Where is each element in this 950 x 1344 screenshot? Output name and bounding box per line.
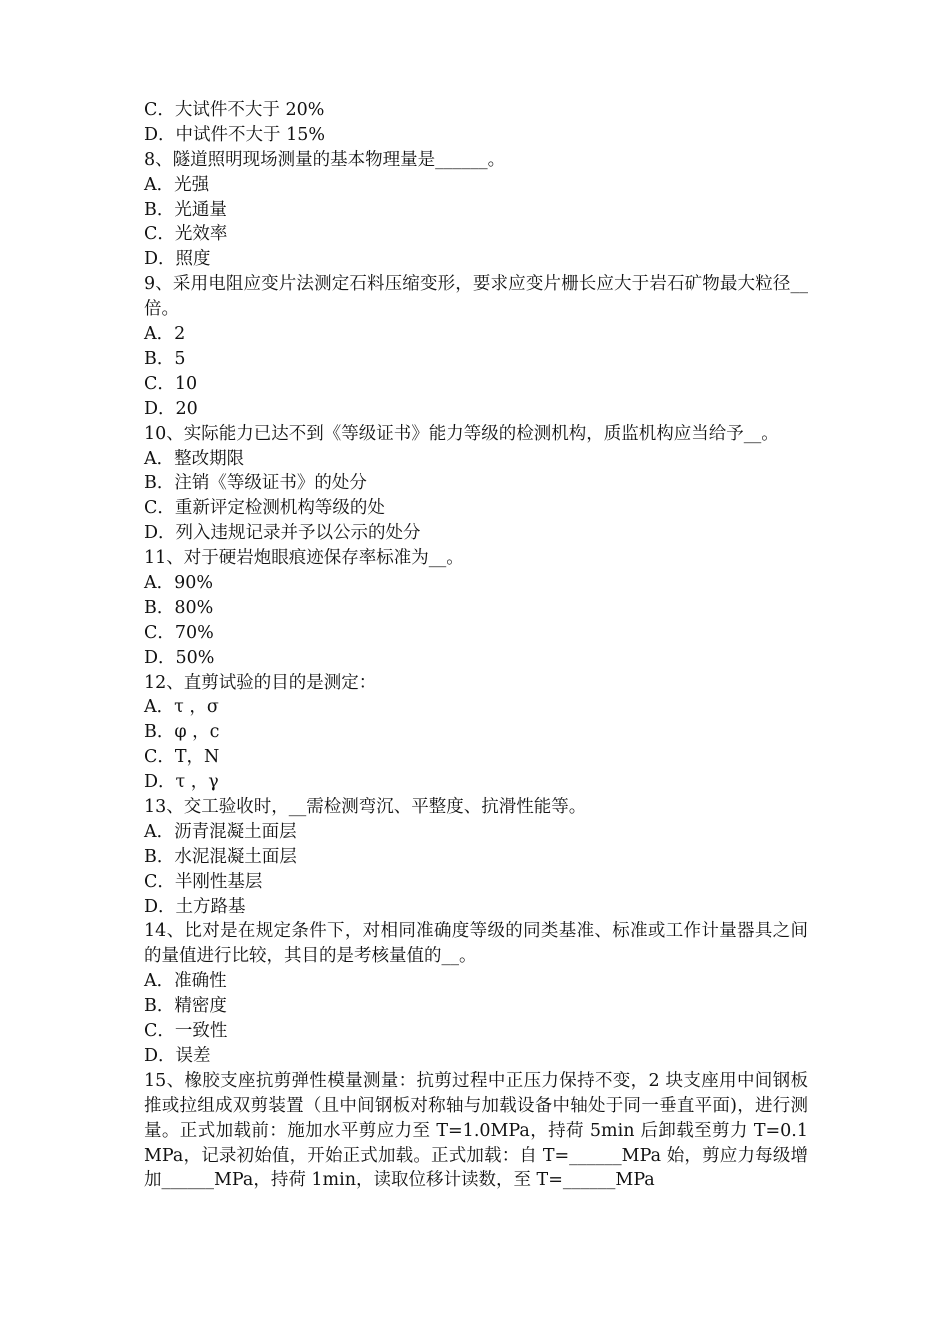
document-page (144, 98, 808, 1193)
option-line: B．光通量 (144, 199, 227, 220)
question-line: 13、交工验收时，__需检测弯沉、平整度、抗滑性能等。 (144, 796, 587, 817)
option-line: D．50% (144, 647, 215, 668)
option-line: C．大试件不大于 20% (144, 100, 325, 120)
option-line: D．照度 (144, 249, 211, 270)
option-line: C．T，N (144, 747, 220, 768)
question-line: 10、实际能力已达不到《等级证书》能力等级的检测机构，质监机构应当给予__。 (144, 423, 779, 444)
option-line: C．10 (144, 373, 198, 394)
question-line: 11、对于硬岩炮眼痕迹保存率标准为__。 (144, 548, 464, 569)
option-line: C．光效率 (144, 224, 228, 245)
option-line: B．水泥混凝土面层 (144, 846, 297, 867)
option-line: B．φ ，c (144, 722, 220, 743)
option-line: A．准确性 (144, 971, 227, 992)
question-line: 9、采用电阻应变片法测定石料压缩变形，要求应变片栅长应大于岩石矿物最大粒径__倍。 (144, 274, 808, 320)
option-line: D．列入违规记录并予以公示的处分 (144, 523, 421, 544)
option-line: D．τ ，γ (144, 772, 219, 793)
option-line: B．注销《等级证书》的处分 (144, 473, 367, 494)
question-line: 12、直剪试验的目的是测定： (144, 672, 377, 693)
option-line: D．土方路基 (144, 896, 246, 917)
option-line: C．70% (144, 622, 214, 643)
option-line: C．半刚性基层 (144, 871, 263, 892)
option-line: A．沥青混凝土面层 (144, 821, 297, 842)
option-line: A．光强 (144, 174, 210, 195)
option-line: D．误差 (144, 1045, 211, 1066)
option-line: A．整改期限 (144, 448, 245, 469)
option-line: D．20 (144, 398, 198, 419)
option-line: A．τ ，σ (144, 697, 219, 718)
option-line: C．一致性 (144, 1021, 228, 1042)
question-line: 15、橡胶支座抗剪弹性模量测量：抗剪过程中正压力保持不变，2 块支座用中间钢板推或拉组成双剪装置（且中间钢板对称轴与加载设备中轴处于同一垂直平面)，进行测量。正式加载前：施加水平剪应力至 T=1.0MPa，持荷 5min 后卸载至剪力 T=0.1MPa，记录初始值，开始正式加载。正式加载：自 T=______MPa 始，剪应力每级增加______MPa，持荷 1min，读取位移计读数，至 T=______MPa (144, 1070, 808, 1191)
option-line: B．精密度 (144, 996, 227, 1017)
option-line: D．中试件不大于 15% (144, 124, 325, 145)
option-line: B．80% (144, 597, 214, 618)
option-line: B．5 (144, 348, 186, 369)
option-line: C．重新评定检测机构等级的处 (144, 498, 385, 519)
question-line: 14、比对是在规定条件下，对相同准确度等级的同类基准、标准或工作计量器具之间的量值进行比较，其目的是考核量值的__。 (144, 921, 808, 967)
option-line: A．2 (144, 324, 186, 345)
option-line: A．90% (144, 572, 214, 593)
question-line: 8、隧道照明现场测量的基本物理量是______。 (144, 149, 506, 170)
